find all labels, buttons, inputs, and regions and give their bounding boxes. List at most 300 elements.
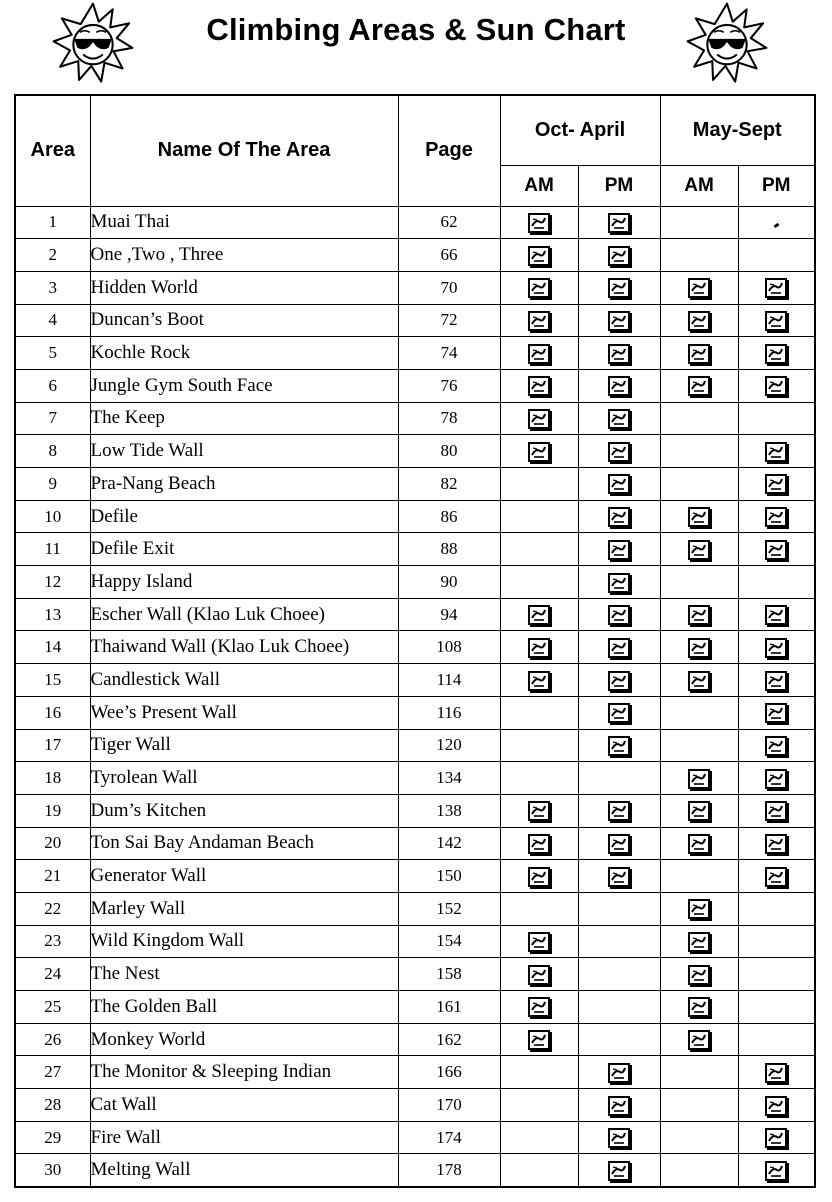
sun-cell-oct-pm [578, 991, 660, 1024]
area-cell: 23 [15, 925, 90, 958]
sun-cell-oct-am [500, 1056, 578, 1089]
area-name-cell: The Nest [90, 958, 398, 991]
page-cell: 86 [398, 500, 500, 533]
area-name-cell: Muai Thai [90, 206, 398, 239]
area-cell: 4 [15, 304, 90, 337]
area-name-cell: Defile [90, 500, 398, 533]
area-cell: 2 [15, 239, 90, 272]
page-cell: 150 [398, 860, 500, 893]
table-row [15, 925, 815, 958]
sun-mark-icon [608, 344, 630, 364]
sun-cell-oct-am [500, 991, 578, 1024]
page-cell: 76 [398, 369, 500, 402]
sun-cell-may-pm [738, 762, 815, 795]
table-row [15, 500, 815, 533]
sun-mark-icon [528, 867, 550, 887]
sun-cell-oct-am [500, 239, 578, 272]
page-cell: 88 [398, 533, 500, 566]
sun-cell-oct-pm [578, 1056, 660, 1089]
sun-cell-may-pm [738, 598, 815, 631]
table-row [15, 729, 815, 762]
sun-mark-icon [528, 834, 550, 854]
sun-cell-may-am [660, 1023, 738, 1056]
area-name-cell: Melting Wall [90, 1154, 398, 1187]
area-cell: 13 [15, 598, 90, 631]
table-row [15, 892, 815, 925]
sun-cell-oct-am [500, 762, 578, 795]
sun-mark-icon [528, 605, 550, 625]
page-cell: 178 [398, 1154, 500, 1187]
sun-mark-icon [688, 965, 710, 985]
area-name-cell: Monkey World [90, 1023, 398, 1056]
sun-cell-oct-am [500, 892, 578, 925]
sun-cell-may-am [660, 566, 738, 599]
sun-cell-may-am [660, 696, 738, 729]
sun-mark-icon [765, 507, 787, 527]
sun-cell-oct-pm [578, 1154, 660, 1187]
sun-cell-oct-pm [578, 435, 660, 468]
sunglasses-sun-icon [686, 2, 768, 84]
area-name-cell: Defile Exit [90, 533, 398, 566]
sun-mark-icon [608, 507, 630, 527]
sun-mark-icon [608, 1063, 630, 1083]
sun-cell-oct-pm [578, 206, 660, 239]
page-cell: 90 [398, 566, 500, 599]
sun-mark-icon [608, 474, 630, 494]
table-row [15, 631, 815, 664]
sun-cell-oct-pm [578, 500, 660, 533]
sun-cell-may-am [660, 468, 738, 501]
sun-mark-icon [608, 376, 630, 396]
area-cell: 29 [15, 1121, 90, 1154]
sun-cell-oct-pm [578, 468, 660, 501]
sun-cell-oct-am [500, 696, 578, 729]
sun-mark-icon [528, 638, 550, 658]
table-row [15, 1023, 815, 1056]
sun-cell-oct-pm [578, 631, 660, 664]
sun-mark-icon [765, 376, 787, 396]
sun-cell-oct-am [500, 500, 578, 533]
sun-mark-icon [528, 311, 550, 331]
sun-cell-may-am [660, 925, 738, 958]
sun-mark-icon [608, 703, 630, 723]
page-cell: 82 [398, 468, 500, 501]
page-cell: 174 [398, 1121, 500, 1154]
area-cell: 25 [15, 991, 90, 1024]
column-header-area: Area [15, 95, 90, 206]
sun-mark-icon [608, 246, 630, 266]
sun-cell-may-pm [738, 566, 815, 599]
sun-chart-table [14, 94, 816, 1188]
sun-cell-may-pm [738, 958, 815, 991]
sun-cell-may-am [660, 1154, 738, 1187]
sun-cell-oct-am [500, 1154, 578, 1187]
sun-cell-oct-am [500, 1121, 578, 1154]
sun-cell-oct-pm [578, 827, 660, 860]
sun-cell-oct-pm [578, 598, 660, 631]
area-cell: 6 [15, 369, 90, 402]
ink-speck [773, 223, 779, 228]
sun-cell-oct-pm [578, 925, 660, 958]
sun-mark-icon [528, 965, 550, 985]
sun-cell-may-am [660, 500, 738, 533]
area-cell: 10 [15, 500, 90, 533]
sun-cell-may-pm [738, 860, 815, 893]
area-name-cell: Jungle Gym South Face [90, 369, 398, 402]
sun-mark-icon [608, 1128, 630, 1148]
sun-mark-icon [608, 311, 630, 331]
area-cell: 21 [15, 860, 90, 893]
table-row [15, 958, 815, 991]
area-name-cell: Kochle Rock [90, 337, 398, 370]
sun-cell-oct-am [500, 860, 578, 893]
sun-cell-oct-am [500, 402, 578, 435]
page-cell: 70 [398, 271, 500, 304]
sun-cell-may-am [660, 402, 738, 435]
sun-cell-oct-am [500, 664, 578, 697]
sun-mark-icon [688, 671, 710, 691]
area-name-cell: Thaiwand Wall (Klao Luk Choee) [90, 631, 398, 664]
sun-cell-oct-pm [578, 533, 660, 566]
sun-mark-icon [688, 1030, 710, 1050]
sun-cell-may-pm [738, 925, 815, 958]
sun-cell-oct-pm [578, 271, 660, 304]
table-row [15, 468, 815, 501]
sun-cell-may-am [660, 304, 738, 337]
sun-mark-icon [688, 638, 710, 658]
area-cell: 27 [15, 1056, 90, 1089]
sun-cell-may-am [660, 271, 738, 304]
sun-mark-icon [765, 442, 787, 462]
area-cell: 26 [15, 1023, 90, 1056]
sun-mark-icon [765, 1063, 787, 1083]
sun-mark-icon [688, 997, 710, 1017]
sun-mark-icon [608, 801, 630, 821]
column-header-page: Page [398, 95, 500, 206]
column-header-oct-april: Oct- April [500, 95, 660, 165]
area-name-cell: Wild Kingdom Wall [90, 925, 398, 958]
table-row [15, 566, 815, 599]
area-cell: 17 [15, 729, 90, 762]
sun-cell-oct-pm [578, 304, 660, 337]
column-header-may-sept: May-Sept [660, 95, 815, 165]
area-cell: 1 [15, 206, 90, 239]
sun-mark-icon [608, 605, 630, 625]
sun-cell-oct-am [500, 271, 578, 304]
table-body [15, 206, 815, 1187]
sun-cell-may-pm [738, 827, 815, 860]
sun-cell-oct-pm [578, 369, 660, 402]
sun-mark-icon [608, 540, 630, 560]
sun-cell-oct-pm [578, 958, 660, 991]
sun-cell-may-am [660, 206, 738, 239]
sun-mark-icon [688, 376, 710, 396]
sun-mark-icon [765, 474, 787, 494]
sun-cell-may-pm [738, 1089, 815, 1122]
column-header-may-am: AM [660, 165, 738, 206]
sun-cell-oct-pm [578, 794, 660, 827]
sun-mark-icon [688, 278, 710, 298]
sun-cell-oct-pm [578, 696, 660, 729]
area-cell: 5 [15, 337, 90, 370]
sun-mark-icon [765, 278, 787, 298]
table-row [15, 1154, 815, 1187]
sun-cell-oct-am [500, 206, 578, 239]
page-cell: 78 [398, 402, 500, 435]
page-cell: 170 [398, 1089, 500, 1122]
area-name-cell: Pra-Nang Beach [90, 468, 398, 501]
sun-mark-icon [528, 278, 550, 298]
sun-mark-icon [688, 899, 710, 919]
sun-cell-may-pm [738, 206, 815, 239]
sun-cell-may-am [660, 664, 738, 697]
sun-cell-may-pm [738, 1056, 815, 1089]
area-name-cell: Tyrolean Wall [90, 762, 398, 795]
area-name-cell: Happy Island [90, 566, 398, 599]
area-name-cell: The Golden Ball [90, 991, 398, 1024]
page-title: Climbing Areas & Sun Chart [206, 12, 626, 47]
sun-mark-icon [528, 376, 550, 396]
sun-cell-oct-pm [578, 1023, 660, 1056]
page-cell: 80 [398, 435, 500, 468]
sun-cell-oct-am [500, 369, 578, 402]
sun-mark-icon [765, 703, 787, 723]
sun-cell-oct-am [500, 304, 578, 337]
table-row [15, 369, 815, 402]
sun-cell-may-pm [738, 794, 815, 827]
page-cell: 108 [398, 631, 500, 664]
sun-cell-may-pm [738, 369, 815, 402]
area-name-cell: The Monitor & Sleeping Indian [90, 1056, 398, 1089]
sun-mark-icon [608, 834, 630, 854]
sun-mark-icon [688, 801, 710, 821]
page-cell: 114 [398, 664, 500, 697]
sun-mark-icon [765, 344, 787, 364]
table-row [15, 794, 815, 827]
table-row [15, 598, 815, 631]
table-row [15, 206, 815, 239]
sun-mark-icon [608, 1096, 630, 1116]
sun-cell-may-am [660, 1056, 738, 1089]
sun-mark-icon [688, 344, 710, 364]
sun-mark-icon [765, 540, 787, 560]
page-cell: 142 [398, 827, 500, 860]
sun-mark-icon [688, 605, 710, 625]
sun-mark-icon [608, 278, 630, 298]
sun-mark-icon [528, 246, 550, 266]
column-header-may-pm: PM [738, 165, 815, 206]
table-row [15, 664, 815, 697]
table-row [15, 271, 815, 304]
sun-mark-icon [528, 442, 550, 462]
sun-cell-may-pm [738, 729, 815, 762]
table-row [15, 239, 815, 272]
sun-cell-oct-am [500, 794, 578, 827]
sun-mark-icon [765, 638, 787, 658]
sun-cell-may-am [660, 991, 738, 1024]
sun-mark-icon [765, 834, 787, 854]
area-cell: 20 [15, 827, 90, 860]
sun-cell-oct-am [500, 1023, 578, 1056]
table-row [15, 304, 815, 337]
sun-cell-oct-pm [578, 860, 660, 893]
sun-mark-icon [608, 638, 630, 658]
page-cell: 158 [398, 958, 500, 991]
page-cell: 72 [398, 304, 500, 337]
sun-mark-icon [528, 1030, 550, 1050]
area-cell: 30 [15, 1154, 90, 1187]
area-name-cell: Duncan’s Boot [90, 304, 398, 337]
area-name-cell: Generator Wall [90, 860, 398, 893]
area-name-cell: One ,Two , Three [90, 239, 398, 272]
area-cell: 28 [15, 1089, 90, 1122]
sun-mark-icon [765, 801, 787, 821]
sun-cell-may-am [660, 958, 738, 991]
sun-cell-may-am [660, 762, 738, 795]
sun-mark-icon [608, 409, 630, 429]
page-cell: 166 [398, 1056, 500, 1089]
area-name-cell: Escher Wall (Klao Luk Choee) [90, 598, 398, 631]
sun-mark-icon [528, 409, 550, 429]
area-cell: 8 [15, 435, 90, 468]
sun-mark-icon [608, 213, 630, 233]
sun-cell-oct-pm [578, 1121, 660, 1154]
sun-cell-oct-pm [578, 402, 660, 435]
sun-cell-may-pm [738, 239, 815, 272]
area-name-cell: Dum’s Kitchen [90, 794, 398, 827]
sun-mark-icon [688, 540, 710, 560]
sun-cell-oct-am [500, 631, 578, 664]
sun-mark-icon [765, 769, 787, 789]
area-cell: 24 [15, 958, 90, 991]
sun-cell-oct-am [500, 958, 578, 991]
sun-mark-icon [765, 605, 787, 625]
page-cell: 152 [398, 892, 500, 925]
sun-mark-icon [688, 507, 710, 527]
table-row [15, 860, 815, 893]
sun-cell-may-am [660, 892, 738, 925]
sun-cell-may-am [660, 239, 738, 272]
sun-mark-icon [528, 213, 550, 233]
sun-mark-icon [688, 834, 710, 854]
page-cell: 66 [398, 239, 500, 272]
sun-mark-icon [608, 573, 630, 593]
sun-cell-may-pm [738, 468, 815, 501]
sun-mark-icon [688, 311, 710, 331]
area-cell: 14 [15, 631, 90, 664]
sun-mark-icon [765, 671, 787, 691]
page-cell: 74 [398, 337, 500, 370]
sun-cell-oct-am [500, 827, 578, 860]
area-cell: 15 [15, 664, 90, 697]
area-name-cell: Hidden World [90, 271, 398, 304]
area-cell: 16 [15, 696, 90, 729]
sun-cell-may-pm [738, 1121, 815, 1154]
sun-mark-icon [608, 1161, 630, 1181]
page-cell: 134 [398, 762, 500, 795]
page-cell: 116 [398, 696, 500, 729]
sun-cell-may-am [660, 827, 738, 860]
area-cell: 7 [15, 402, 90, 435]
sun-cell-oct-pm [578, 1089, 660, 1122]
sun-cell-may-am [660, 1121, 738, 1154]
sun-mark-icon [765, 1128, 787, 1148]
table-row [15, 337, 815, 370]
area-cell: 18 [15, 762, 90, 795]
table-row [15, 827, 815, 860]
area-cell: 9 [15, 468, 90, 501]
sun-cell-may-pm [738, 337, 815, 370]
table-row [15, 402, 815, 435]
page-cell: 161 [398, 991, 500, 1024]
sun-cell-may-am [660, 369, 738, 402]
sun-cell-oct-am [500, 1089, 578, 1122]
table-row [15, 991, 815, 1024]
sun-cell-may-am [660, 1089, 738, 1122]
page-cell: 138 [398, 794, 500, 827]
sun-cell-oct-pm [578, 664, 660, 697]
sun-cell-oct-pm [578, 729, 660, 762]
sun-mark-icon [528, 997, 550, 1017]
sun-mark-icon [528, 344, 550, 364]
sun-mark-icon [528, 671, 550, 691]
page-cell: 62 [398, 206, 500, 239]
sun-cell-may-pm [738, 696, 815, 729]
table-row [15, 533, 815, 566]
table-row [15, 696, 815, 729]
sun-mark-icon [528, 801, 550, 821]
area-cell: 22 [15, 892, 90, 925]
table-row [15, 435, 815, 468]
table-row [15, 1089, 815, 1122]
sun-mark-icon [765, 1161, 787, 1181]
sun-mark-icon [608, 442, 630, 462]
sun-cell-oct-pm [578, 337, 660, 370]
area-name-cell: Low Tide Wall [90, 435, 398, 468]
sun-cell-oct-pm [578, 762, 660, 795]
sun-cell-oct-am [500, 729, 578, 762]
area-name-cell: Tiger Wall [90, 729, 398, 762]
sun-mark-icon [765, 736, 787, 756]
sun-cell-may-pm [738, 402, 815, 435]
sun-cell-may-pm [738, 304, 815, 337]
column-header-oct-am: AM [500, 165, 578, 206]
area-cell: 12 [15, 566, 90, 599]
sun-cell-may-pm [738, 631, 815, 664]
sun-cell-oct-pm [578, 239, 660, 272]
column-header-oct-pm: PM [578, 165, 660, 206]
sun-cell-oct-pm [578, 566, 660, 599]
sun-cell-may-pm [738, 533, 815, 566]
area-cell: 11 [15, 533, 90, 566]
sun-cell-may-pm [738, 435, 815, 468]
area-name-cell: The Keep [90, 402, 398, 435]
sun-cell-may-pm [738, 500, 815, 533]
page-cell: 154 [398, 925, 500, 958]
sun-cell-oct-am [500, 468, 578, 501]
sun-cell-oct-am [500, 337, 578, 370]
sun-cell-oct-pm [578, 892, 660, 925]
table-row [15, 1056, 815, 1089]
sun-cell-may-am [660, 598, 738, 631]
area-name-cell: Candlestick Wall [90, 664, 398, 697]
area-cell: 19 [15, 794, 90, 827]
area-name-cell: Ton Sai Bay Andaman Beach [90, 827, 398, 860]
area-name-cell: Wee’s Present Wall [90, 696, 398, 729]
sun-cell-may-pm [738, 271, 815, 304]
sun-cell-may-pm [738, 1154, 815, 1187]
sun-cell-oct-am [500, 566, 578, 599]
